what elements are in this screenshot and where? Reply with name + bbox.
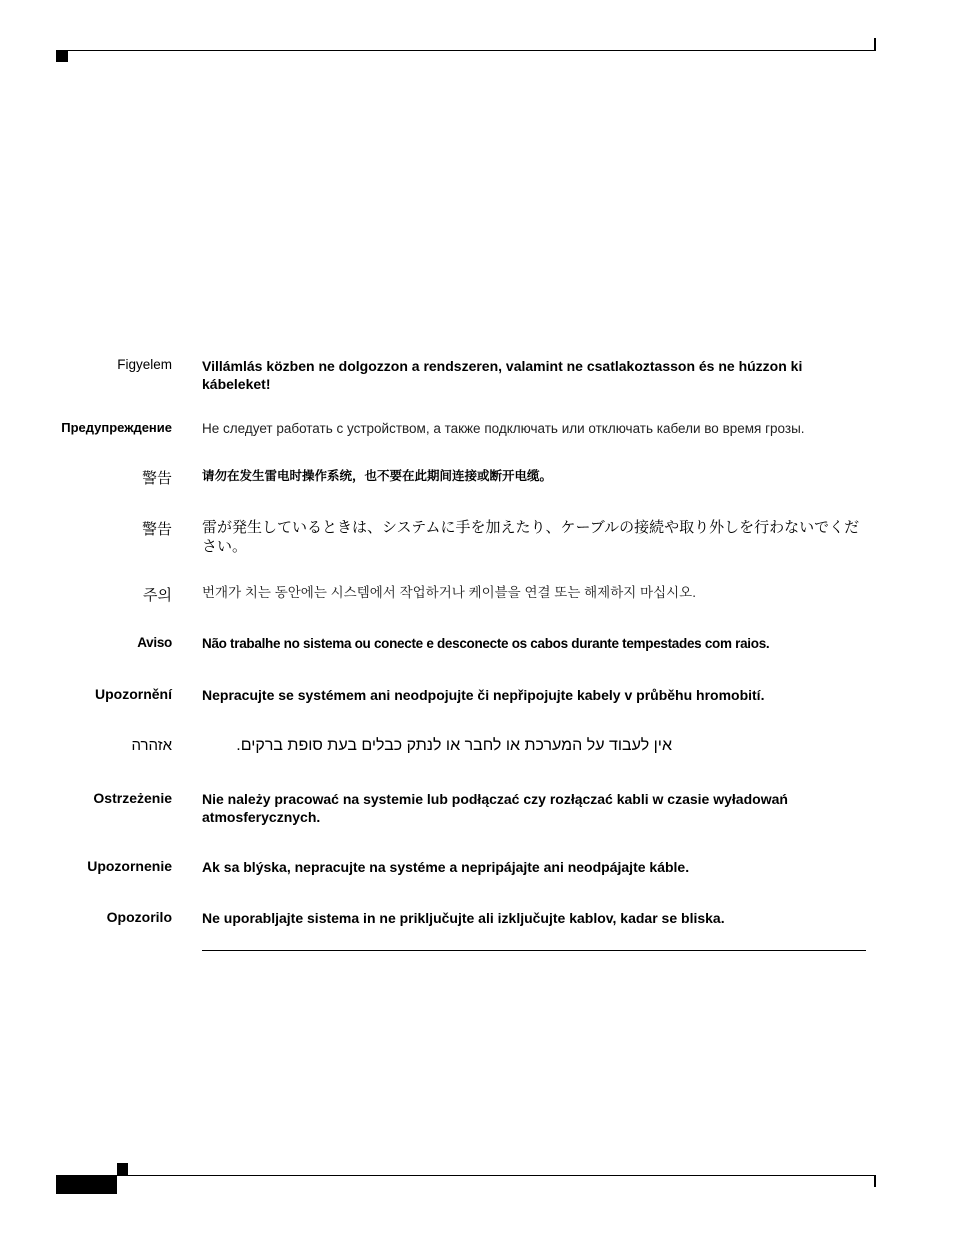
warning-label: Opozorilo [106,909,172,925]
warning-label: אזהרה [131,737,172,754]
warning-text: Não trabalhe no sistema ou conecte e desconecte os cabos durante tempestades com raios. [202,636,770,651]
header-corner-marker [56,51,68,62]
warning-text: אין לעבוד על המערכת או לחבר או לנתק כבלים בעת סופת ברקים. [236,737,672,754]
warning-label: 주의 [143,587,172,604]
warning-text: Nepracujte se systémem ani neodpojujte či nepřipojujte kabely v průběhu hromobití. [202,687,765,703]
warning-label: Upozornenie [87,858,172,874]
warning-label: Aviso [137,635,172,650]
warning-label: 警告 [141,521,172,538]
warning-text: Ak sa blýska, nepracujte na systéme a nepripájajte ani neodpájajte káble. [202,859,690,875]
warning-label: 警告 [141,470,172,487]
warning-text: Nie należy pracować na systemie lub podłączać czy rozłączać kabli w czasie wyładowań atmosferycznych. [202,791,788,825]
section-end-rule [202,950,866,951]
warning-label: Ostrzeżenie [93,790,172,806]
warning-label: Upozornění [95,686,172,702]
header-rule [56,50,876,51]
warning-label: Figyelem [117,357,172,372]
warning-text: 雷が発生しているときは、システムに手を加えたり、ケーブルの接続や取り外しを行わないでください。 [202,519,860,555]
footer-rule [56,1175,876,1176]
warning-text: 请勿在发生雷电时操作系统，也不要在此期间连接或断开电缆。 [202,469,553,483]
warning-text: Ne uporabljajte sistema in ne priključujte ali izključujte kablov, kadar se bliska. [202,910,725,926]
warning-text: Villámlás közben ne dolgozzon a rendszeren, valamint ne csatlakoztasson és ne húzzon ki kábeleket! [202,358,803,392]
warning-label: Предупреждение [61,420,172,435]
footer-marker [117,1163,128,1175]
warning-text: 번개가 치는 동안에는 시스템에서 작업하거나 케이블을 연결 또는 해제하지 마십시오. [202,585,696,600]
footer-tick-mark [874,1175,876,1187]
header-tick-mark [874,38,876,51]
footer-page-tab [56,1176,117,1194]
warning-text: Не следует работать с устройством, а также подключать или отключать кабели во время грозы. [202,421,805,436]
